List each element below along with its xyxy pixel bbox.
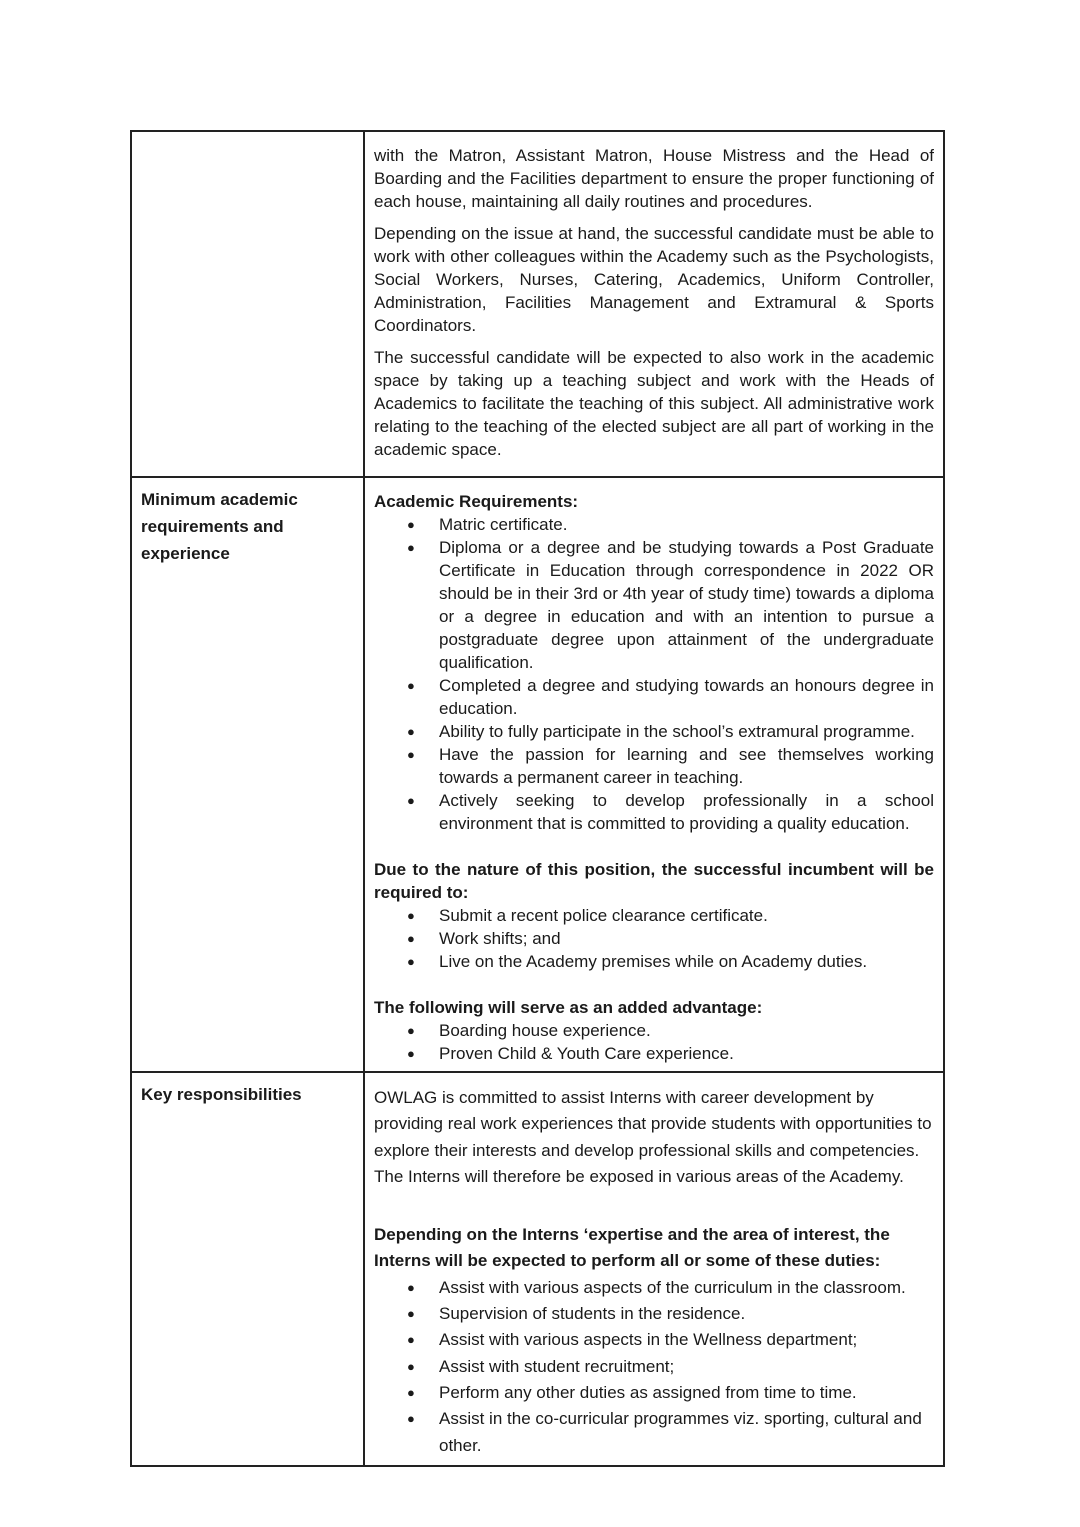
table-row xyxy=(131,131,944,477)
list-item: ● Boarding house experience. xyxy=(374,1019,934,1042)
list-item: ● Live on the Academy premises while on Academy duties. xyxy=(374,950,934,973)
bullet-list xyxy=(374,1019,934,1065)
row-label: Key responsibilities xyxy=(131,1072,364,1466)
list-item: ● Proven Child & Youth Care experience. xyxy=(374,1042,934,1065)
row-content xyxy=(364,1072,944,1466)
paragraph: Depending on the issue at hand, the successful candidate must be able to work with other colleagues within the Academy such as the Psychologists, Social Workers, Nurses, Catering, Academics, Uniform Controller, Administration, Facilities Management and Extramural & Sports Coordinators. xyxy=(374,224,934,335)
row-content xyxy=(364,131,944,477)
section-heading: Depending on the Interns ‘expertise and the area of interest, the Interns will be expected to perform all or some of these duties: xyxy=(374,1225,890,1271)
job-details-table xyxy=(130,130,945,1467)
list-item: ● Submit a recent police clearance certificate. xyxy=(374,904,934,927)
row-content xyxy=(364,477,944,1072)
section-heading: Academic Requirements: xyxy=(374,492,579,511)
bullet-list xyxy=(374,904,934,973)
list-item: ● Ability to fully participate in the school’s extramural programme. xyxy=(374,720,934,743)
list-item: ● Actively seeking to develop professionally in a school environment that is committed to providing a quality education. xyxy=(374,789,934,835)
list-item: ● Assist with various aspects in the Wellness department; xyxy=(374,1327,934,1353)
spacer xyxy=(374,1199,934,1222)
table-row xyxy=(131,1072,944,1466)
list-item: ● Assist in the co-curricular programmes viz. sporting, cultural and other. xyxy=(374,1406,934,1459)
paragraph: The successful candidate will be expected to also work in the academic space by taking up a teaching subject and work with the Heads of Academics to facilitate the teaching of this subject. All administrative work relating to the teaching of the elected subject are all part of working in the academic space. xyxy=(374,348,934,459)
bullet-list xyxy=(374,513,934,835)
list-item: ● Matric certificate. xyxy=(374,513,934,536)
list-item: ● Perform any other duties as assigned from time to time. xyxy=(374,1380,934,1406)
bullet-list xyxy=(374,1275,934,1459)
table-row xyxy=(131,477,944,1072)
section-heading: The following will serve as an added advantage: xyxy=(374,998,763,1017)
intro-paragraph: OWLAG is committed to assist Interns with career development by providing real work experiences that provide students with opportunities to explore their interests and develop professional skills and competencies. The Interns will therefore be exposed in various areas of the Academy. xyxy=(374,1088,932,1186)
list-item: ● Work shifts; and xyxy=(374,927,934,950)
spacer xyxy=(374,835,934,858)
list-item: ● Completed a degree and studying towards an honours degree in education. xyxy=(374,674,934,720)
section-heading: Due to the nature of this position, the successful incumbent will be required to: xyxy=(374,860,934,902)
list-item: ● Diploma or a degree and be studying towards a Post Graduate Certificate in Education through correspondence in 2022 OR should be in their 3rd or 4th year of study time) towards a diploma or a degree in education and with an intention to pursue a postgraduate degree upon attainment of the undergraduate qualification. xyxy=(374,536,934,674)
paragraph: with the Matron, Assistant Matron, House Mistress and the Head of Boarding and the Facilities department to ensure the proper functioning of each house, maintaining all daily routines and procedures. xyxy=(374,146,934,211)
list-item: ● Supervision of students in the residence. xyxy=(374,1301,934,1327)
row-label xyxy=(131,131,364,477)
spacer xyxy=(374,973,934,996)
row-label: Minimum academic requirements and experience xyxy=(131,477,364,1072)
list-item: ● Assist with student recruitment; xyxy=(374,1354,934,1380)
list-item: ● Have the passion for learning and see themselves working towards a permanent career in teaching. xyxy=(374,743,934,789)
list-item: ● Assist with various aspects of the curriculum in the classroom. xyxy=(374,1275,934,1301)
